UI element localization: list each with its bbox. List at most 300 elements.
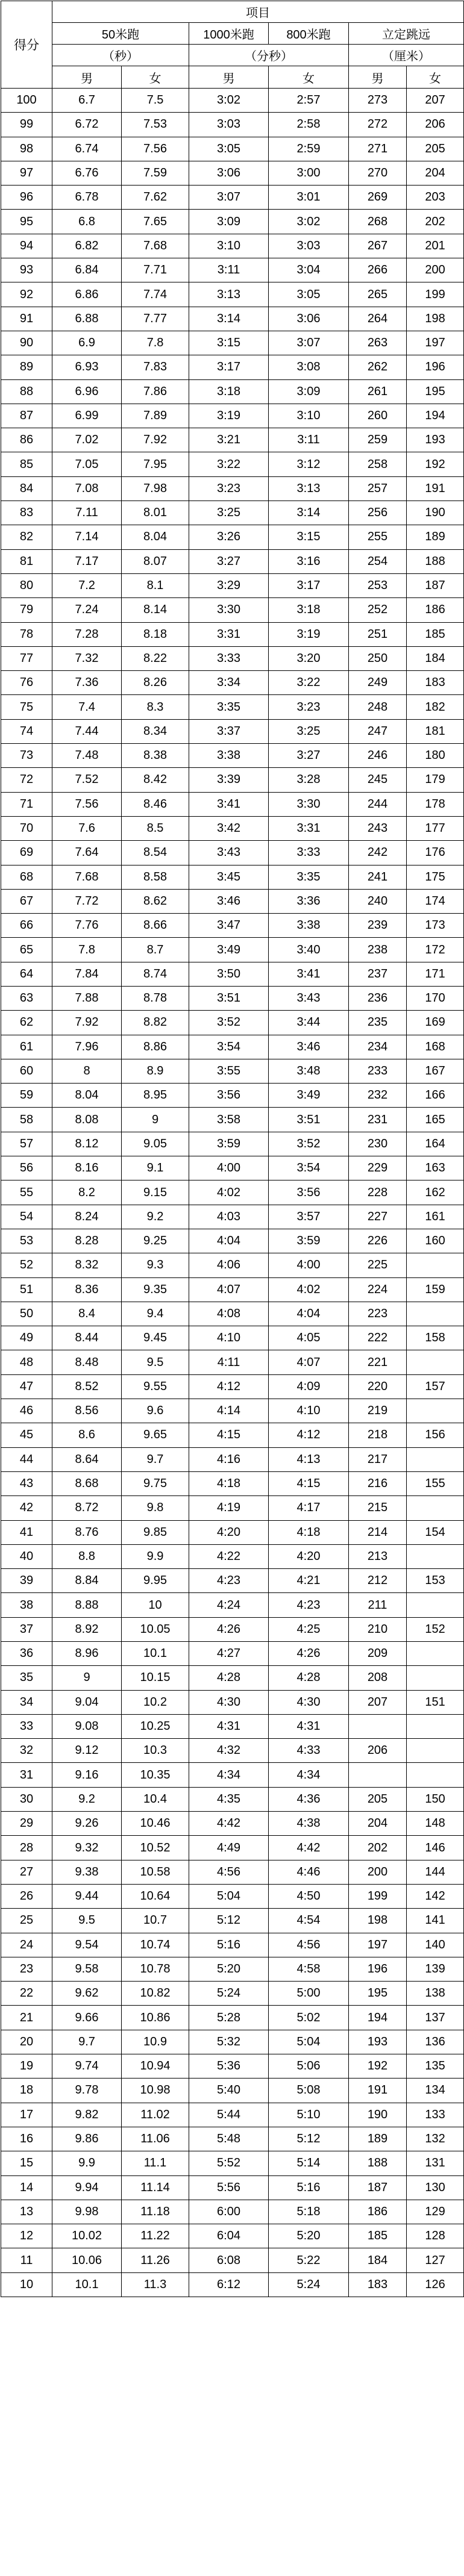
score-cell: 19 [1,2054,52,2079]
run50-male-cell: 9.26 [52,1812,122,1836]
run800-female-cell: 4:09 [269,1374,349,1399]
run50-female-cell: 9.9 [122,1544,189,1568]
table-row [1,452,464,476]
table-row [1,2200,464,2224]
run800-female-cell: 3:05 [269,282,349,307]
jump-female-cell: 186 [407,598,464,622]
run50-female-cell: 7.65 [122,210,189,234]
score-cell: 38 [1,1593,52,1617]
score-cell: 50 [1,1302,52,1326]
run1000-male-cell: 3:54 [189,1035,269,1059]
jump-female-cell: 139 [407,1957,464,1981]
table-row [1,501,464,525]
jump-male-cell: 228 [349,1180,407,1205]
jump-male-cell: 272 [349,113,407,137]
table-row [1,1642,464,1666]
jump-male-cell: 210 [349,1617,407,1641]
score-cell: 95 [1,210,52,234]
score-cell: 55 [1,1180,52,1205]
jump-female-cell: 165 [407,1108,464,1132]
jump-female-cell: 129 [407,2200,464,2224]
table-row [1,1690,464,1714]
run800-female-cell: 3:02 [269,210,349,234]
run50-male-cell: 8.64 [52,1447,122,1471]
jump-male-cell: 202 [349,1836,407,1860]
score-cell: 48 [1,1350,52,1374]
table-row [1,1763,464,1787]
run50-male-cell: 7.68 [52,865,122,889]
jump-female-cell: 183 [407,671,464,695]
jump-female-cell: 163 [407,1156,464,1180]
run800-female-cell: 4:07 [269,1350,349,1374]
run50-male-cell: 9 [52,1666,122,1690]
run800-female-cell: 5:14 [269,2151,349,2175]
run50-female-cell: 10.4 [122,1787,189,1811]
table-row [1,646,464,670]
run800-female-cell: 4:38 [269,1812,349,1836]
table-row [1,379,464,404]
jump-male-cell: 273 [349,89,407,113]
run50-female-cell: 8.42 [122,768,189,792]
run50-male-cell: 7.8 [52,938,122,962]
jump-female-cell: 126 [407,2272,464,2297]
run1000-male-cell: 3:14 [189,307,269,331]
run800-female-cell: 3:38 [269,914,349,938]
score-cell: 60 [1,1059,52,1083]
table-row [1,2272,464,2297]
table-row [1,428,464,452]
run50-female-cell: 8.66 [122,914,189,938]
run800-female-cell: 2:57 [269,89,349,113]
jump-male-cell: 252 [349,598,407,622]
jump-male-cell: 229 [349,1156,407,1180]
run50-female-cell: 8.78 [122,986,189,1010]
run50-male-cell: 9.04 [52,1690,122,1714]
score-cell: 77 [1,646,52,670]
run800-female-cell: 3:31 [269,816,349,840]
run50-female-cell: 8.5 [122,816,189,840]
table-row [1,234,464,258]
table-row [1,404,464,428]
run50-male-cell: 7.08 [52,476,122,501]
run800-female-cell: 3:11 [269,428,349,452]
run50-female-cell: 7.95 [122,452,189,476]
run800-female-cell: 5:16 [269,2175,349,2200]
jump-male-cell: 187 [349,2175,407,2200]
table-row [1,1277,464,1302]
run50-male-cell: 10.1 [52,2272,122,2297]
run50-male-cell: 7.36 [52,671,122,695]
run50-female-cell: 11.06 [122,2127,189,2151]
run50-male-cell: 6.88 [52,307,122,331]
score-cell: 79 [1,598,52,622]
run1000-male-cell: 3:26 [189,525,269,549]
jump-female-cell: 185 [407,622,464,646]
run800-female-cell: 3:41 [269,962,349,986]
run1000-male-cell: 3:51 [189,986,269,1010]
run1000-male-cell: 3:27 [189,549,269,573]
run50-male-cell: 9.32 [52,1836,122,1860]
run50-female-cell: 7.86 [122,379,189,404]
run50-female-cell: 8.22 [122,646,189,670]
run50-female-cell: 7.68 [122,234,189,258]
jump-male-cell: 195 [349,1982,407,2006]
run800-female-cell: 5:08 [269,2079,349,2103]
run50-male-cell: 6.76 [52,161,122,185]
score-cell: 56 [1,1156,52,1180]
run800-female-cell: 3:22 [269,671,349,695]
table-row [1,355,464,379]
jump-female-cell: 146 [407,1836,464,1860]
table-row [1,1617,464,1641]
run50-female-cell: 9.3 [122,1253,189,1277]
jump-male-cell: 208 [349,1666,407,1690]
table-row [1,282,464,307]
run1000-male-cell: 4:04 [189,1229,269,1253]
run1000-male-cell: 3:11 [189,258,269,282]
run800-female-cell: 3:57 [269,1205,349,1229]
jump-male-cell: 248 [349,695,407,719]
run50-male-cell: 7.05 [52,452,122,476]
jump-female-cell: 205 [407,137,464,161]
jump-female-cell: 137 [407,2006,464,2030]
run1000-male-cell: 4:10 [189,1326,269,1350]
table-row [1,1982,464,2006]
table-row [1,1714,464,1738]
jump-male-cell: 224 [349,1277,407,1302]
table-row [1,1350,464,1374]
run50-male-cell: 10.06 [52,2248,122,2272]
run1000-male-cell: 4:03 [189,1205,269,1229]
jump-male-cell: 196 [349,1957,407,1981]
table-row [1,1884,464,1908]
jump-male-cell [349,1714,407,1738]
jump-female-cell: 177 [407,816,464,840]
run50-male-cell: 9.16 [52,1763,122,1787]
run800-female-cell: 3:43 [269,986,349,1010]
table-row [1,1302,464,1326]
run1000-male-cell: 3:55 [189,1059,269,1083]
jump-male-cell: 222 [349,1326,407,1350]
run1000-male-cell: 3:46 [189,889,269,913]
jump-male-cell: 251 [349,622,407,646]
run1000-male-cell: 4:11 [189,1350,269,1374]
jump-male-cell: 233 [349,1059,407,1083]
run50-female-cell: 8.3 [122,695,189,719]
jump-female-cell: 131 [407,2151,464,2175]
run1000-male-cell: 3:41 [189,792,269,816]
jump-male-cell: 189 [349,2127,407,2151]
score-cell: 96 [1,186,52,210]
run50-female-cell: 8.46 [122,792,189,816]
run1000-male-cell: 3:58 [189,1108,269,1132]
run50-male-cell: 7.24 [52,598,122,622]
run50-male-cell: 9.86 [52,2127,122,2151]
jump-female-cell: 182 [407,695,464,719]
run1000-male-cell: 4:02 [189,1180,269,1205]
jump-female-cell: 154 [407,1520,464,1544]
run50-female-cell: 10.98 [122,2079,189,2103]
run50-female-cell: 7.5 [122,89,189,113]
table-row [1,1229,464,1253]
jump-male-cell: 254 [349,549,407,573]
run1000-male-cell: 3:49 [189,938,269,962]
run50-male-cell: 7.32 [52,646,122,670]
jump-male-cell: 198 [349,1909,407,1933]
jump-male-cell: 241 [349,865,407,889]
jump-female-cell: 167 [407,1059,464,1083]
run50-female-cell: 7.53 [122,113,189,137]
score-cell: 73 [1,744,52,768]
run50-female-cell: 11.26 [122,2248,189,2272]
jump-female-cell: 153 [407,1569,464,1593]
run50-female-cell: 7.62 [122,186,189,210]
run800-female-cell: 5:24 [269,2272,349,2297]
score-cell: 43 [1,1471,52,1495]
jump-female-cell: 134 [407,2079,464,2103]
run50-female-cell: 11.14 [122,2175,189,2200]
run1000-male-cell: 3:05 [189,137,269,161]
run50-male-cell: 8.44 [52,1326,122,1350]
run50-female-cell: 7.83 [122,355,189,379]
jump-male-cell: 249 [349,671,407,695]
table-row [1,1787,464,1811]
run800-female-cell: 4:20 [269,1544,349,1568]
run50-male-cell: 6.99 [52,404,122,428]
run50-male-cell: 6.82 [52,234,122,258]
run800-female-cell: 3:13 [269,476,349,501]
jump-male-cell: 239 [349,914,407,938]
table-row [1,331,464,355]
run50-male-cell: 9.94 [52,2175,122,2200]
run1000-male-cell: 4:49 [189,1836,269,1860]
score-cell: 59 [1,1084,52,1108]
table-row [1,865,464,889]
run50-male-cell: 7.02 [52,428,122,452]
run1000-male-cell: 3:47 [189,914,269,938]
run800-female-cell: 4:17 [269,1496,349,1520]
run50-female-cell: 7.59 [122,161,189,185]
run800-female-cell: 5:02 [269,2006,349,2030]
run1000-male-cell: 3:34 [189,671,269,695]
run1000-male-cell: 6:00 [189,2200,269,2224]
score-cell: 37 [1,1617,52,1641]
run800-female-cell: 2:59 [269,137,349,161]
run50-female-cell: 8.14 [122,598,189,622]
run50-female-cell: 8.86 [122,1035,189,1059]
jump-female-cell: 152 [407,1617,464,1641]
table-row [1,1156,464,1180]
score-cell: 92 [1,282,52,307]
table-row [1,161,464,185]
table-row [1,113,464,137]
jump-female-cell [407,1642,464,1666]
jump-male-cell: 219 [349,1399,407,1423]
jump-male-cell: 220 [349,1374,407,1399]
event-long-jump-name: 立定跳远 [349,23,464,45]
run50-male-cell: 9.2 [52,1787,122,1811]
jump-female-cell: 151 [407,1690,464,1714]
score-cell: 29 [1,1812,52,1836]
run1000-male-cell: 3:42 [189,816,269,840]
jump-female-cell: 206 [407,113,464,137]
run800-female-cell: 3:44 [269,1011,349,1035]
table-row [1,2030,464,2054]
jump-male-cell: 255 [349,525,407,549]
jump-female-cell: 136 [407,2030,464,2054]
jump-female-cell [407,1714,464,1738]
run50-female-cell: 8.62 [122,889,189,913]
run800-female-cell: 3:25 [269,719,349,743]
run50-male-cell: 7.52 [52,768,122,792]
score-cell: 97 [1,161,52,185]
table-row [1,186,464,210]
table-row [1,744,464,768]
run50-female-cell: 10.64 [122,1884,189,1908]
run50-male-cell: 7.11 [52,501,122,525]
jump-male-cell: 194 [349,2006,407,2030]
run800-female-cell: 3:23 [269,695,349,719]
table-row [1,598,464,622]
table-row [1,914,464,938]
table-row [1,525,464,549]
jump-male-cell: 190 [349,2103,407,2127]
run1000-male-cell: 4:26 [189,1617,269,1641]
run1000-male-cell: 4:00 [189,1156,269,1180]
run50-female-cell: 9.65 [122,1423,189,1447]
score-cell: 13 [1,2200,52,2224]
jump-male-cell: 261 [349,379,407,404]
table-header [1,1,464,89]
run50-female-cell: 10.52 [122,1836,189,1860]
run50-female-cell: 9.1 [122,1156,189,1180]
jump-male-cell: 235 [349,1011,407,1035]
jump-male-cell: 242 [349,841,407,865]
score-cell: 12 [1,2224,52,2248]
jump-male-cell: 265 [349,282,407,307]
run800-female-cell: 4:18 [269,1520,349,1544]
jump-female-cell: 204 [407,161,464,185]
run50-female-cell: 9.55 [122,1374,189,1399]
jump-female-cell: 179 [407,768,464,792]
jump-male-cell: 207 [349,1690,407,1714]
run50-female-cell: 10.1 [122,1642,189,1666]
run50-male-cell: 8.12 [52,1132,122,1156]
run50-male-cell: 9.78 [52,2079,122,2103]
run800-female-cell: 3:03 [269,234,349,258]
run800-female-cell: 4:13 [269,1447,349,1471]
score-cell: 16 [1,2127,52,2151]
table-row [1,258,464,282]
run50-male-cell: 7.64 [52,841,122,865]
table-row [1,1520,464,1544]
score-cell: 85 [1,452,52,476]
run50-male-cell: 6.78 [52,186,122,210]
table-row [1,1132,464,1156]
run1000-male-cell: 3:39 [189,768,269,792]
run50-male-cell: 9.98 [52,2200,122,2224]
score-cell: 24 [1,1933,52,1957]
run800-female-cell: 4:05 [269,1326,349,1350]
run800-female-cell: 3:17 [269,573,349,597]
run50-female-cell: 10.25 [122,1714,189,1738]
run50-female-cell: 9.25 [122,1229,189,1253]
score-column-header: 得分 [1,1,52,89]
jump-female-cell: 176 [407,841,464,865]
table-row [1,1035,464,1059]
table-row [1,622,464,646]
table-row [1,89,464,113]
jump-male-cell: 247 [349,719,407,743]
jump-female-cell: 187 [407,573,464,597]
table-row [1,938,464,962]
run50-male-cell: 7.44 [52,719,122,743]
run800-female-cell: 4:25 [269,1617,349,1641]
score-cell: 67 [1,889,52,913]
table-row [1,1909,464,1933]
score-cell: 91 [1,307,52,331]
run1000-male-cell: 3:37 [189,719,269,743]
jump-male-cell: 216 [349,1471,407,1495]
score-cell: 47 [1,1374,52,1399]
run50-male-cell: 7.6 [52,816,122,840]
table-body [1,89,464,2297]
jump-male-cell: 243 [349,816,407,840]
event-long-jump-unit: （厘米） [349,45,464,66]
run50-female-cell: 9.45 [122,1326,189,1350]
run1000-male-cell: 3:21 [189,428,269,452]
run800-female-cell: 3:07 [269,331,349,355]
table-row [1,2224,464,2248]
run1000-male-cell: 3:22 [189,452,269,476]
run800-female-cell: 5:18 [269,2200,349,2224]
run50-female-cell: 10.74 [122,1933,189,1957]
run800-female-cell: 3:01 [269,186,349,210]
score-cell: 15 [1,2151,52,2175]
run50-male-cell: 7.72 [52,889,122,913]
run50-female-cell: 8.07 [122,549,189,573]
run50-female-cell: 10.2 [122,1690,189,1714]
run1000-male-cell: 3:18 [189,379,269,404]
table-row [1,1423,464,1447]
run800-female-cell: 5:06 [269,2054,349,2079]
jump-male-cell: 244 [349,792,407,816]
table-row [1,1399,464,1423]
table-row [1,1447,464,1471]
run800-female-cell: 4:36 [269,1787,349,1811]
run50-female-cell: 8.26 [122,671,189,695]
run1000-male-cell: 3:25 [189,501,269,525]
run1000-male-cell: 3:07 [189,186,269,210]
jump-female-cell: 164 [407,1132,464,1156]
table-row [1,1011,464,1035]
jump-male-cell: 267 [349,234,407,258]
table-row [1,986,464,1010]
run800-female-cell: 3:40 [269,938,349,962]
score-cell: 75 [1,695,52,719]
score-cell: 57 [1,1132,52,1156]
run50-female-cell: 10.7 [122,1909,189,1933]
run800-female-cell: 4:50 [269,1884,349,1908]
run1000-male-cell: 4:35 [189,1787,269,1811]
jump-female-cell: 190 [407,501,464,525]
run1000-male-cell: 3:13 [189,282,269,307]
run50-male-cell: 6.96 [52,379,122,404]
run800-female-cell: 5:10 [269,2103,349,2127]
table-row [1,1860,464,1884]
score-cell: 62 [1,1011,52,1035]
run50-female-cell: 9.6 [122,1399,189,1423]
